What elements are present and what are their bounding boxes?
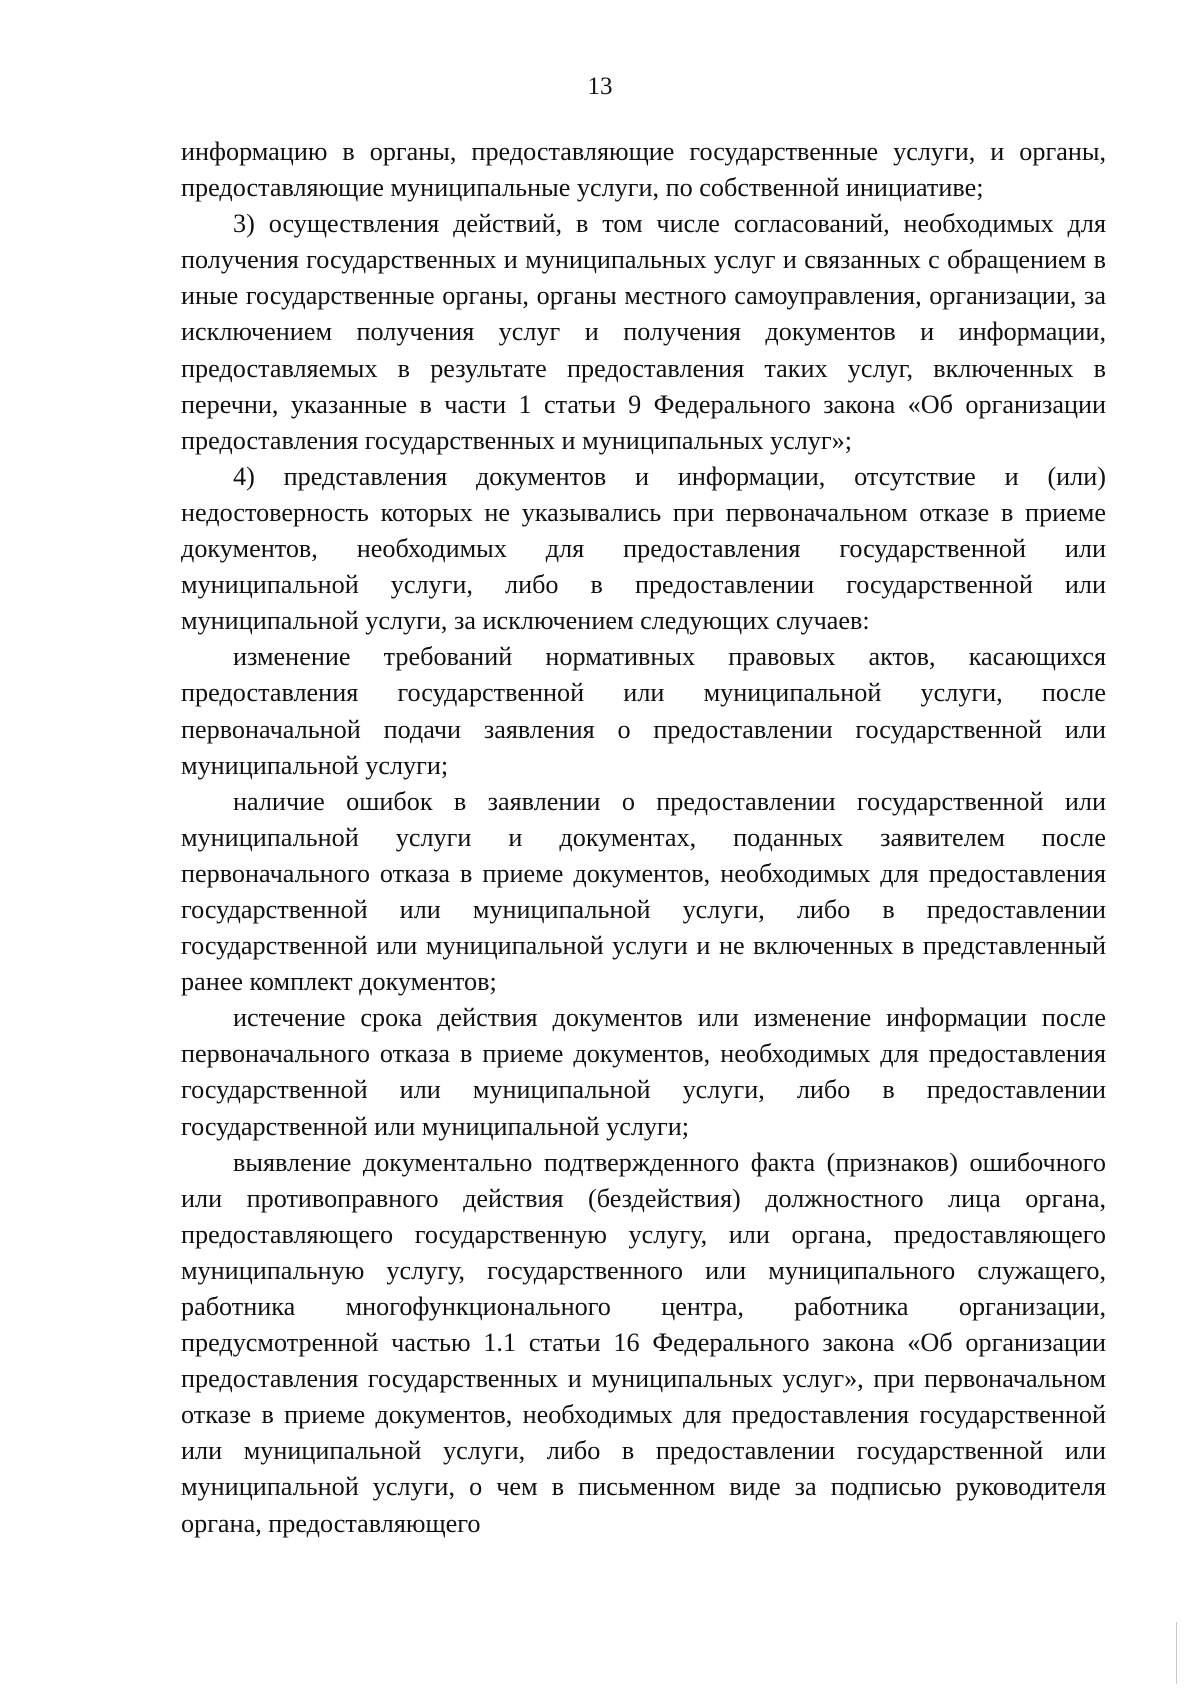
- document-body: [181, 134, 1106, 1542]
- page-number: 13: [587, 73, 613, 100]
- paragraph-case-requirements-change: изменение требований нормативных правовых актов, касающихся предоставления государственной или муниципальной услуги, после первоначальной подачи заявления о предоставлении государственной или муниципальной услуги;: [181, 642, 1106, 780]
- paragraph-case-misconduct: выявление документально подтвержденного факта (признаков) ошибочного или противоправного действия (бездействия) должностного лица органа, предоставляющего государственную услугу, или органа, предоставляющего муниципальную услугу, государственного или муниципального служащего, работника многофункционального центра, работника организации, предусмотренной частью 1.1 статьи 16 Федерального закона «Об организации предоставления государственных и муниципальных услуг», при первоначальном отказе в приеме документов, необходимых для предоставления государственной или муниципальной услуги, либо в предоставлении государственной или муниципальной услуги, о чем в письменном виде за подписью руководителя органа, предоставляющего: [181, 1147, 1106, 1538]
- scan-edge-mark: [1176, 1622, 1177, 1684]
- paragraph-continuation: информацию в органы, предоставляющие государственные услуги, и органы, предоставляющие муниципальные услуги, по собственной инициативе;: [181, 137, 1106, 203]
- paragraph-item-4: 4) представления документов и информации, отсутствие и (или) недостоверность которых не указывались при первоначальном отказе в приеме документов, необходимых для предоставления государственной или муниципальной услуги, либо в предоставлении государственной или муниципальной услуги, за исключением следующих случаев:: [181, 461, 1106, 636]
- paragraph-item-3: 3) осуществления действий, в том числе согласований, необходимых для получения государственных и муниципальных услуг и связанных с обращением в иные государственные органы, органы местного самоуправления, организации, за исключением получения услуг и получения документов и информации, предоставляемых в результате предоставления таких услуг, включенных в перечни, указанные в части 1 статьи 9 Федерального закона «Об организации предоставления государственных и муниципальных услуг»;: [181, 209, 1106, 455]
- paragraph-case-expiry: истечение срока действия документов или изменение информации после первоначального отказа в приеме документов, необходимых для предоставления государственной или муниципальной услуги, либо в предоставлении государственной или муниципальной услуги;: [181, 1003, 1106, 1141]
- paragraph-case-errors: наличие ошибок в заявлении о предоставлении государственной или муниципальной услуги и документах, поданных заявителем после первоначального отказа в приеме документов, необходимых для предоставления государственной или муниципальной услуги, либо в предоставлении государственной или муниципальной услуги и не включенных в представленный ранее комплект документов;: [181, 786, 1106, 997]
